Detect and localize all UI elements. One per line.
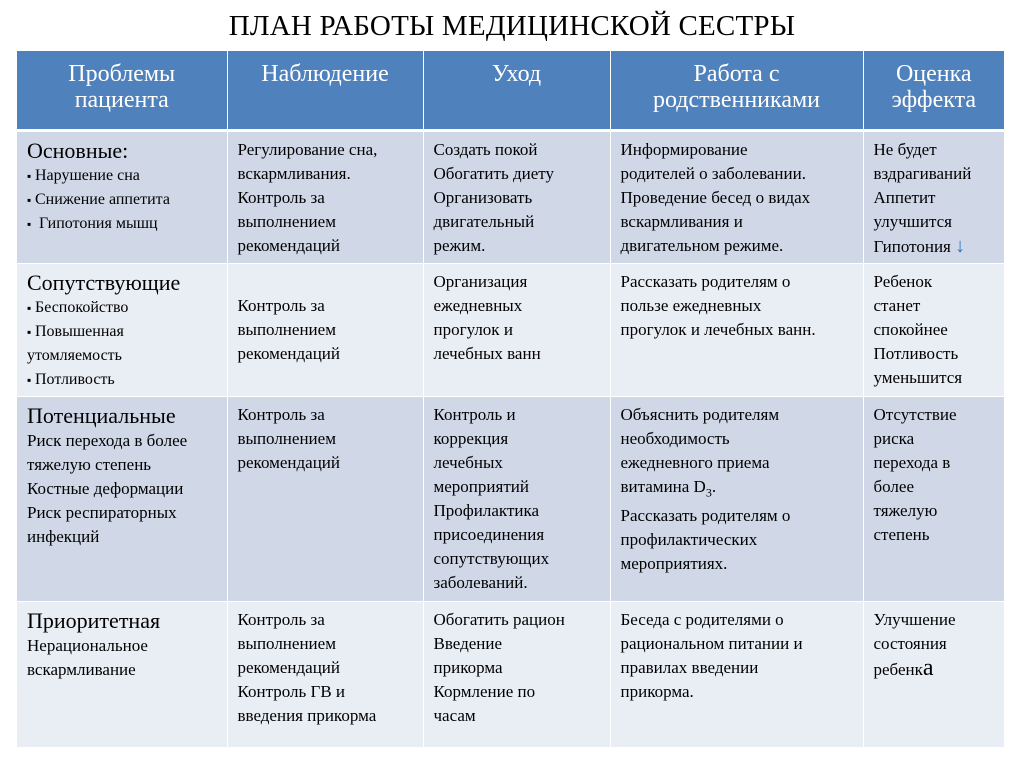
text-line: Обогатить рацион <box>433 609 565 629</box>
header-line: пациента <box>74 87 169 113</box>
text-line: правилах введении <box>620 657 759 677</box>
text-line: Костные деформации <box>27 478 184 498</box>
text-line: более <box>873 476 914 496</box>
text-line: Профилактика <box>433 500 540 520</box>
header-observation <box>227 51 423 130</box>
text-line: выполнением <box>237 428 336 448</box>
list-item <box>27 320 221 368</box>
text-line: Улучшение <box>873 609 956 629</box>
list-item <box>27 164 221 188</box>
text-line: выполнением <box>237 319 336 339</box>
bullet-icon: ▪ <box>27 192 32 207</box>
text-line: Проведение бесед о видах <box>620 187 811 207</box>
list-item <box>27 368 221 392</box>
text-line: перехода в <box>873 452 951 472</box>
text-line: прикорма. <box>620 681 694 701</box>
list-item <box>27 188 221 212</box>
text-line: Объяснить родителям <box>620 404 780 424</box>
text-line: рекомендаций <box>237 452 341 472</box>
text-line: сопутствующих <box>433 548 550 568</box>
header-line: Работа с <box>693 61 780 87</box>
text-line: уменьшится <box>873 367 963 387</box>
header-care <box>423 51 610 130</box>
text-line: мероприятий <box>433 476 529 496</box>
text-line: Нерациональное <box>27 635 148 655</box>
text-fragment: ребенк <box>873 659 923 679</box>
observation-cell <box>227 601 423 747</box>
text-fragment: Гипотония <box>873 236 951 256</box>
text-line: заболеваний. <box>433 572 528 592</box>
text-line: Контроль ГВ и <box>237 681 346 701</box>
text-line <box>621 475 857 504</box>
category-label: Основные: <box>27 137 129 163</box>
bullet-icon: ▪ <box>27 168 32 183</box>
text-line <box>874 234 999 259</box>
text-line: Потливость <box>873 343 959 363</box>
care-cell <box>423 601 610 747</box>
list-item-text: Беспокойство <box>35 298 129 316</box>
relatives-cell <box>610 130 863 263</box>
text-fragment: витамина D <box>620 476 706 496</box>
problem-cell <box>17 601 227 747</box>
text-line: вздрагиваний <box>873 163 972 183</box>
text-line: Контроль и <box>433 404 516 424</box>
list-item-text: Повышенная <box>35 322 124 340</box>
text-line: вскармливания и <box>620 211 743 231</box>
text-line: двигательном режиме. <box>620 235 784 255</box>
text-line: лечебных ванн <box>433 343 541 363</box>
text-line: Аппетит <box>873 187 936 207</box>
effect-cell <box>863 396 1004 601</box>
header-line: родственниками <box>652 87 820 113</box>
header-line: Оценка <box>895 61 972 87</box>
text-line: улучшится <box>873 211 952 231</box>
text-line: тяжелую степень <box>27 454 152 474</box>
text-line: Отсутствие <box>873 404 957 424</box>
bullet-icon: ▪ <box>27 216 32 231</box>
text-line: спокойнее <box>873 319 948 339</box>
list-item-text: Нарушение сна <box>35 166 140 184</box>
text-line: рациональном питании и <box>620 633 803 653</box>
text-line: двигательный <box>433 211 535 231</box>
text-line: Обогатить диету <box>433 163 554 183</box>
care-cell <box>423 130 610 263</box>
category-label: Приоритетная <box>27 607 161 633</box>
text-line: Создать покой <box>433 139 538 159</box>
text-line: Информирование <box>620 139 748 159</box>
down-arrow-icon: ↓ <box>955 234 966 257</box>
problem-cell <box>17 130 227 263</box>
header-line: Уход <box>491 61 542 87</box>
text-line: Беседа с родителями о <box>620 609 784 629</box>
table-row <box>17 601 1004 747</box>
text-line: Контроль за <box>237 187 325 207</box>
text-line: состояния <box>873 633 947 653</box>
text-line: Риск перехода в более <box>27 430 188 450</box>
text-line: Риск респираторных <box>27 502 177 522</box>
text-line: ежедневного приема <box>620 452 770 472</box>
text-line <box>874 656 999 682</box>
text-line: прогулок и <box>433 319 513 339</box>
text-line: рекомендаций <box>237 235 341 255</box>
text-line: выполнением <box>237 633 336 653</box>
problem-cell <box>17 263 227 396</box>
observation-cell <box>227 130 423 263</box>
list-item <box>27 212 221 236</box>
text-line: Контроль за <box>237 404 325 424</box>
problem-list <box>27 296 221 392</box>
header-line: Наблюдение <box>261 61 389 87</box>
table-row <box>17 263 1004 396</box>
table-row <box>17 130 1004 263</box>
text-line: тяжелую <box>873 500 938 520</box>
bullet-icon: ▪ <box>27 300 32 315</box>
effect-cell <box>863 601 1004 747</box>
page-title: ПЛАН РАБОТЫ МЕДИЦИНСКОЙ СЕСТРЫ <box>228 10 796 42</box>
text-line: Контроль за <box>237 295 325 315</box>
text-line: введения прикорма <box>237 705 377 725</box>
header-line: эффекта <box>891 87 977 113</box>
text-line: коррекция <box>433 428 509 448</box>
text-line: Не будет <box>873 139 937 159</box>
text-line: Введение <box>433 633 503 653</box>
text-line: степень <box>873 524 930 544</box>
text-line: лечебных <box>433 452 503 472</box>
text-line: мероприятиях. <box>620 553 728 573</box>
text-line: прикорма <box>433 657 503 677</box>
effect-cell <box>863 263 1004 396</box>
text-line: необходимость <box>620 428 730 448</box>
text-line: Организовать <box>433 187 533 207</box>
text-line: родителей о заболевании. <box>620 163 806 183</box>
subscript: 3 <box>705 484 712 499</box>
text-line: режим. <box>433 235 486 255</box>
text-line: Кормление по <box>433 681 536 701</box>
text-line: станет <box>873 295 921 315</box>
text-line: профилактических <box>620 529 758 549</box>
text-line: прогулок и лечебных ванн. <box>620 319 816 339</box>
text-line: инфекций <box>27 526 100 546</box>
text-line: пользе ежедневных <box>620 295 762 315</box>
text-line: Организация <box>433 271 528 291</box>
relatives-cell <box>610 263 863 396</box>
effect-cell <box>863 130 1004 263</box>
list-item-text: Снижение аппетита <box>35 190 170 208</box>
relatives-cell <box>610 396 863 601</box>
text-line: Рассказать родителям о <box>620 505 791 525</box>
text-line: ежедневных <box>433 295 523 315</box>
problem-list <box>27 164 221 236</box>
text-line: вскармливания. <box>237 163 351 183</box>
care-cell <box>423 396 610 601</box>
nursing-plan-table <box>17 51 1004 745</box>
table-row <box>17 396 1004 601</box>
text-line: Рассказать родителям о <box>620 271 791 291</box>
text-line: Регулирование сна, <box>237 139 378 159</box>
relatives-cell <box>610 601 863 747</box>
text-line: рекомендаций <box>237 343 341 363</box>
observation-cell <box>227 263 423 396</box>
bullet-icon: ▪ <box>27 372 32 387</box>
observation-cell <box>227 396 423 601</box>
header-work-with-relatives <box>610 51 863 130</box>
text-line: часам <box>433 705 476 725</box>
text-line: присоединения <box>433 524 545 544</box>
text-line: рекомендаций <box>237 657 341 677</box>
list-item-text: Гипотония мышц <box>35 214 158 232</box>
bullet-icon: ▪ <box>27 324 32 339</box>
header-row <box>17 51 1004 130</box>
problem-cell <box>17 396 227 601</box>
text-line: Ребенок <box>873 271 933 291</box>
category-label: Потенциальные <box>27 402 176 428</box>
text-line: Контроль за <box>237 609 325 629</box>
list-item <box>27 296 221 320</box>
text-line: вскармливание <box>27 659 136 679</box>
text-line: риска <box>873 428 915 448</box>
header-effect-assessment <box>863 51 1004 130</box>
text-fragment: . <box>711 476 717 496</box>
list-item-text: утомляемость <box>27 346 122 364</box>
list-item-text: Потливость <box>35 370 115 388</box>
text-fragment: а <box>922 654 934 681</box>
category-label: Сопутствующие <box>27 269 181 295</box>
header-line: Проблемы <box>68 61 176 87</box>
care-cell <box>423 263 610 396</box>
text-line: выполнением <box>237 211 336 231</box>
header-patient-problems <box>17 51 227 130</box>
